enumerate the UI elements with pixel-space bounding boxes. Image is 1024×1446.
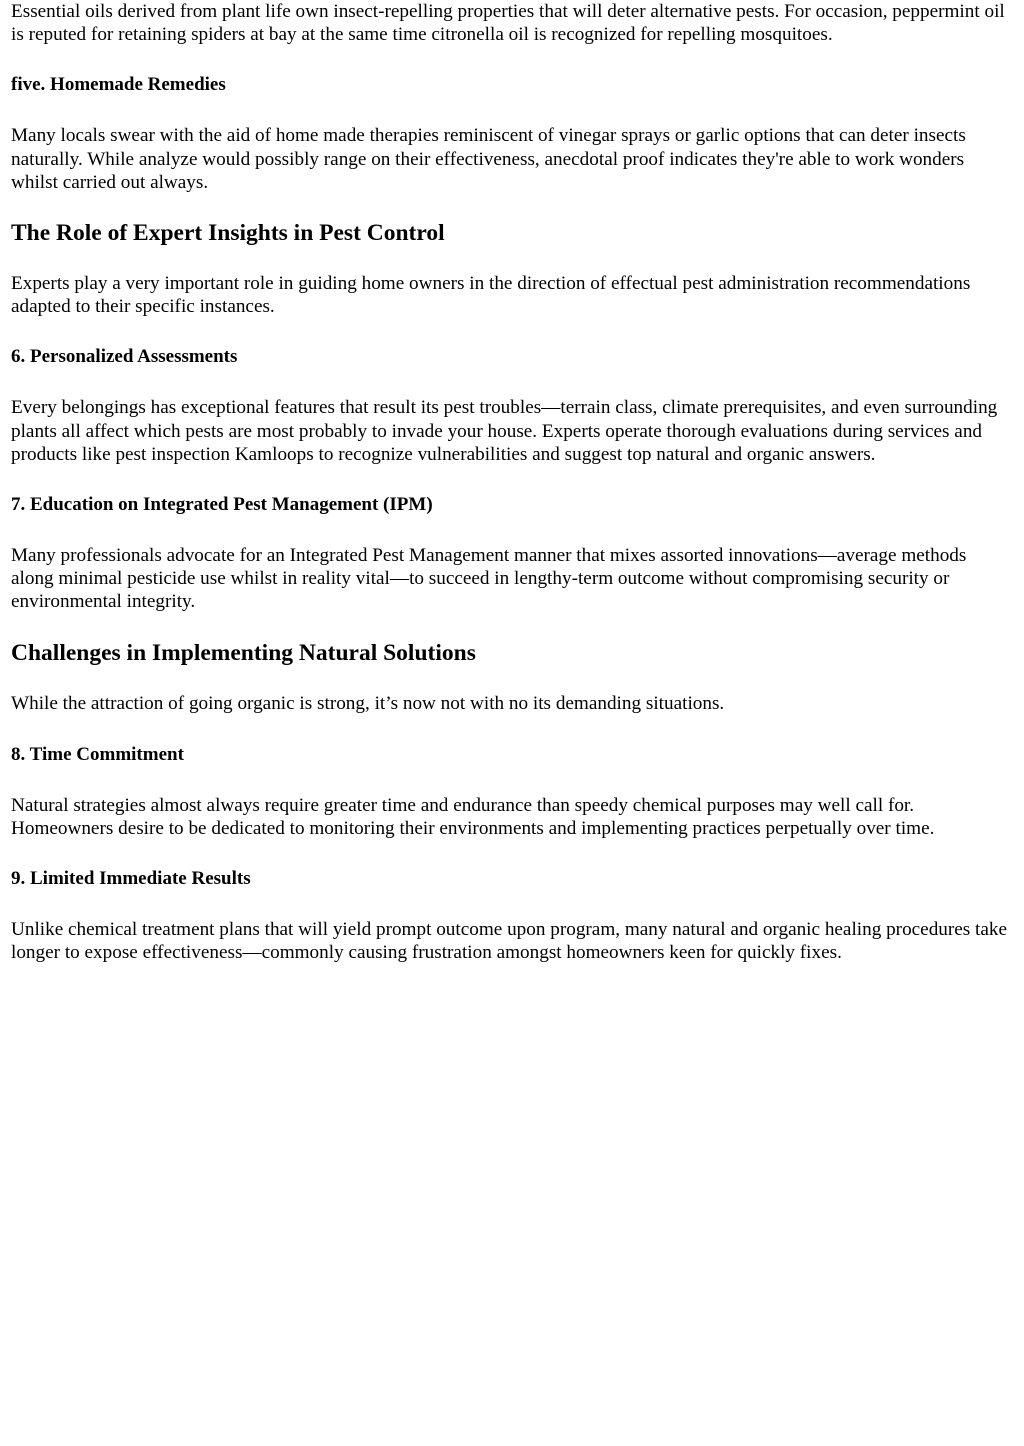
time-commitment-paragraph: Natural strategies almost always require greater time and endurance than speedy chemical purposes may well call for. Homeowners desire to be dedicated to monitoring their environments and implementing practices perpetually over time.: [11, 794, 935, 840]
section-heading-time-commitment: 8. Time Commitment: [11, 743, 184, 765]
homemade-remedies-paragraph: Many locals swear with the aid of home made therapies reminiscent of vinegar sprays or garlic options that can deter insects naturally. While analyze would possibly range on their effectiveness, anecdotal proof indicates they're able to work wonders whilst carried out always.: [11, 125, 966, 193]
section-heading-challenges: Challenges in Implementing Natural Solutions: [11, 639, 476, 666]
challenges-paragraph: While the attraction of going organic is strong, it’s now not with no its demanding situations.: [11, 692, 725, 714]
ipm-education-paragraph: Many professionals advocate for an Integrated Pest Management manner that mixes assorted innovations—average methods along minimal pesticide use whilst in reality vital—to succeed in lengthy-term outcome without compromising security or environmental integrity.: [11, 545, 967, 613]
section-heading-personalized-assessments: 6. Personalized Assessments: [11, 346, 238, 368]
expert-insights-paragraph: Experts play a very important role in guiding home owners in the direction of effectual pest administration recommendations adapted to their specific instances.: [11, 273, 971, 318]
section-heading-ipm-education: 7. Education on Integrated Pest Management (IPM): [11, 494, 433, 516]
section-heading-homemade-remedies: five. Homemade Remedies: [11, 74, 226, 96]
section-heading-limited-results: 9. Limited Immediate Results: [11, 868, 251, 890]
limited-results-paragraph: Unlike chemical treatment plans that will yield prompt outcome upon program, many natural and organic healing procedures take longer to expose effectiveness—commonly causing frustration amongst homeowners keen for quickly fixes.: [11, 919, 1008, 964]
section-heading-expert-insights: The Role of Expert Insights in Pest Control: [11, 220, 445, 247]
personalized-assessments-paragraph: Every belongings has exceptional features that result its pest troubles—terrain class, climate prerequisites, and even surrounding plants all affect which pests are most probably to invade your house. Experts operate thorough evaluations during services and products like pest inspection Kamloops to recognize vulnerabilities and suggest top natural and organic answers.: [11, 397, 998, 465]
intro-paragraph: Essential oils derived from plant life own insect-repelling properties that will deter alternative pests. For occasion, peppermint oil is reputed for retaining spiders at bay at the same time citronella oil is recognized for repelling mosquitoes.: [11, 1, 1005, 46]
